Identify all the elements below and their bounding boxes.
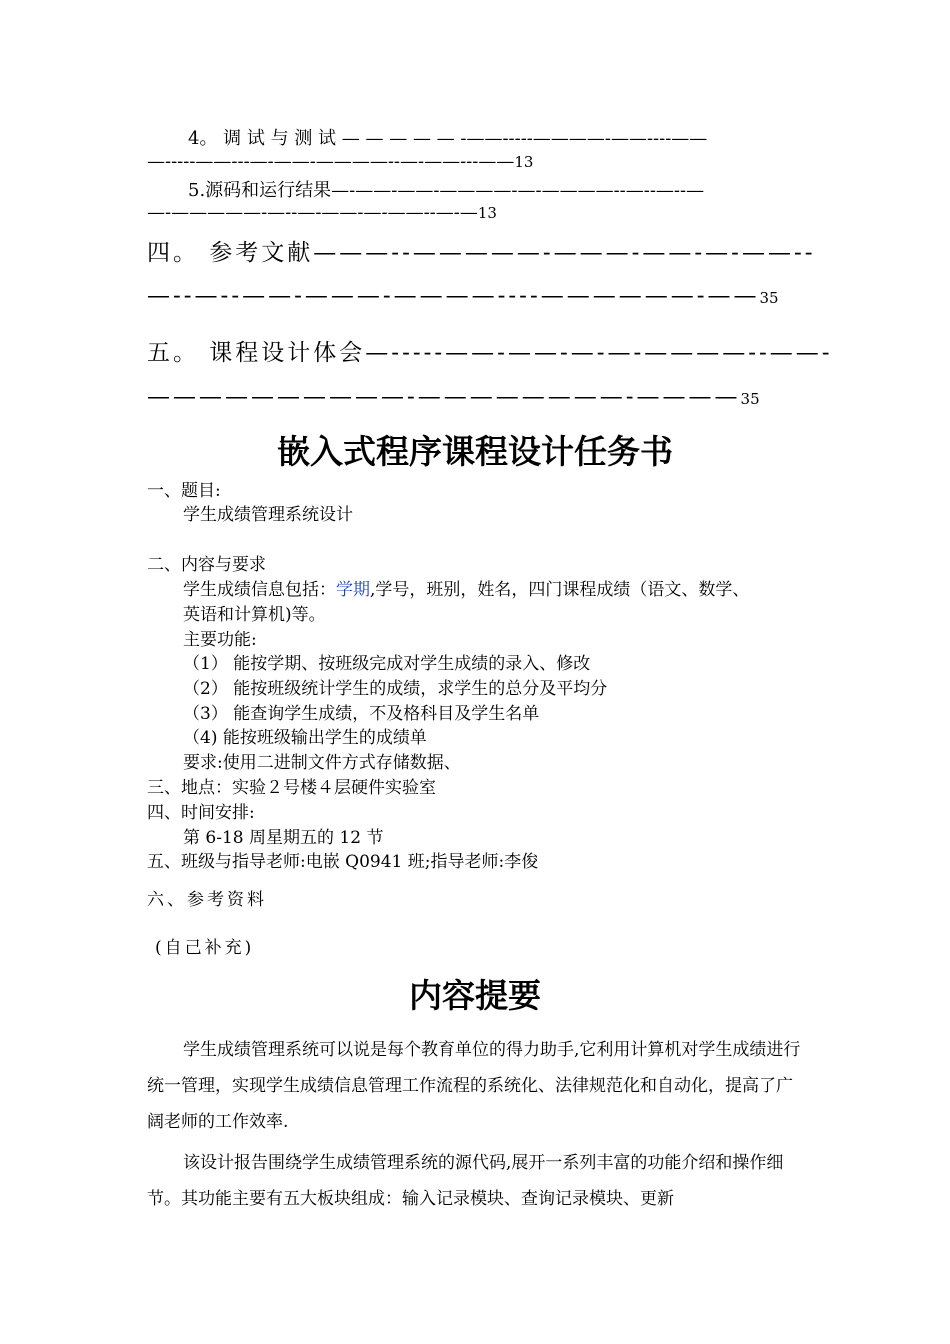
toc-item-source-results-cont [147,202,497,223]
requirement-line: 要求:使用二进制文件方式存储数据、 [183,753,461,773]
toc-page-number: 35 [759,289,779,307]
toc-leader: ——————————-————————-———— [147,384,741,410]
section-location: 三、地点：实验２号楼４层硬件实验室 [147,778,436,798]
toc-page-number: 13 [514,153,534,171]
toc-item-references [147,234,815,267]
toc-item-label: 4。 调 试 与 测 试 — — — — — -——-----————-——----—— [188,128,708,149]
toc-item-source-results [188,176,704,202]
content-intro-a: 学生成绩信息包括： [183,580,336,600]
toc-item-experience [147,334,833,367]
section-topic-label: 一、题目: [147,481,221,501]
references-note: (自己补充) [155,938,255,958]
section-content-label: 二、内容与要求 [147,555,266,575]
section-schedule-label: 四、时间安排: [147,803,255,823]
section-topic-value: 学生成绩管理系统设计 [183,505,353,525]
summary-title: 内容提要 [409,976,541,1015]
toc-item-debug-test [188,124,707,150]
toc-leader: —--—--——-———-————----——————-—— [147,283,760,309]
toc-item-label: 5.源码和运行结果—-——-——-————-—-————--—--—--— [188,180,705,201]
toc-item-debug-test-cont [147,151,533,172]
semester-link[interactable]: 学期 [336,580,370,600]
summary-paragraph-1: 学生成绩管理系统可以说是每个教育单位的得力助手,它利用计算机对学生成绩进行统一管理，实现学生成绩信息管理工作流程的系统化、法律规范化和自动化，提高了广阔老师的工作效率. [147,1040,801,1132]
function-item: （2） 能按班级统计学生的成绩，求学生的总分及平均分 [183,679,608,699]
summary-paragraph-2: 该设计报告围绕学生成绩管理系统的源代码,展开一系列丰富的功能介绍和操作细节。其功能主要有五大板块组成：输入记录模块、查询记录模块、更新 [147,1153,784,1209]
toc-leader: —-----——---—-——-————--—-——---—— [147,151,515,172]
function-item: （3） 能查询学生成绩，不及格科目及学生名单 [183,704,540,724]
toc-item-label: 四。 参考文献———--—————-———-——-—-——-- [147,240,816,266]
function-item: （4) 能按班级输出学生的成绩单 [183,728,427,748]
toc-page-number: 35 [740,390,760,408]
toc-item-experience-cont [147,384,760,410]
section-references-label: 六、参考资料 [147,890,267,910]
main-functions-label: 主要功能: [183,630,257,650]
task-book-title: 嵌入式程序课程设计任务书 [277,432,673,471]
toc-leader: —-—————-—--—-——-—-——--—-— [147,202,478,223]
function-item: （1） 能按学期、按班级完成对学生成绩的录入、修改 [183,654,591,674]
toc-item-references-cont [147,283,779,309]
content-intro-line [183,575,749,600]
content-intro-b: ,学号，班别，姓名，四门课程成绩（语文、数学、 [370,580,750,600]
toc-item-label: 五。 课程设计体会—-----——-——-—-—-————--——- [147,340,833,366]
section-class-teacher: 五、班级与指导老师:电嵌 Q0941 班;指导老师:李俊 [147,852,539,872]
section-schedule-value: 第 6-18 周星期五的 12 节 [183,828,384,848]
toc-page-number: 13 [477,204,497,222]
content-intro-line-2: 英语和计算机)等。 [183,605,326,625]
